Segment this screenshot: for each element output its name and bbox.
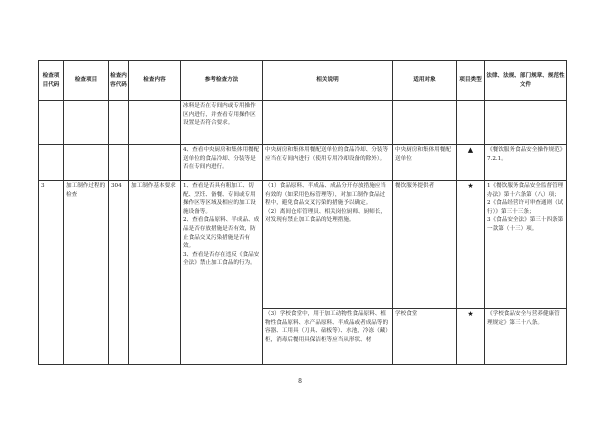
note-cell: 中央厨房和集体用餐配送单位的食品冷却、分装等应当在专间内进行（使用专用冷却设备的除外）。 <box>263 145 393 181</box>
type-cell: ★ <box>457 181 485 309</box>
header-type: 项目类型 <box>457 61 485 101</box>
note-cell: （1）食品原料、半成品、成品分开存放措施应当有效的（如采用色标管理等），对加工制作食品过程中，避免食品交叉污染的措施予以确定。 （2）离间仓库管理员、相关岗位厨师、厨师长，对发现有禁止加工食品的处理措施。 <box>263 181 393 309</box>
header-law: 法律、法规、部门规章、规范性文件 <box>485 61 567 101</box>
note-cell: （3）学校食堂中，用于加工动物性食品原料、植物性食品原料、水产品原料、半成品或者成品等的容器、工用具（刀具、砧板等）、水池，冷冻（藏）柜，消毒后餐用具保洁柜等应当从形状、材 <box>263 309 393 365</box>
law-cell: 1《餐饮服务食品安全监督管理办法》第十六条第（八）项； 2《食品经营许可审查通则（试行）》第三十三条； 3《食品安全法》第三十四条第一款第（十三）项。 <box>485 181 567 309</box>
inspection-table <box>38 60 567 365</box>
note-cell <box>263 101 393 145</box>
table-row <box>39 181 567 309</box>
header-target: 适用对象 <box>393 61 457 101</box>
type-cell: ★ <box>457 309 485 365</box>
target-cell: 餐饮服务提供者 <box>393 181 457 309</box>
method-cell: 冰料是否在专间内或专用操作区内进行，并查看专用操作区设置是否符合要求。 <box>181 101 263 145</box>
header-content: 检查内容 <box>129 61 181 101</box>
target-cell: 学校食堂 <box>393 309 457 365</box>
item-code-cell: 3 <box>39 181 64 365</box>
law-cell: 《餐饮服务食品安全操作规范》7.2.1。 <box>485 145 567 181</box>
header-note: 相关说明 <box>263 61 393 101</box>
type-cell: ▲ <box>457 145 485 181</box>
table-row <box>39 101 567 145</box>
law-cell: 《学校食品安全与营养健康管理规定》第三十八条。 <box>485 309 567 365</box>
item-cell: 加工制作过程的检查 <box>64 181 109 365</box>
target-cell <box>393 101 457 145</box>
content-code-cell: 304 <box>109 181 129 365</box>
header-item: 检查项目 <box>64 61 109 101</box>
method-cell: 4、查看中央厨房和集体用餐配送单位的食品冷却、分装等是否在专间内进行。 <box>181 145 263 181</box>
header-item-code: 检查项目代码 <box>39 61 64 101</box>
header-method: 参考检查方法 <box>181 61 263 101</box>
page-number: 8 <box>298 378 302 385</box>
header-content-code: 检查内容代码 <box>109 61 129 101</box>
table-row <box>39 145 567 181</box>
content-cell: 加工制作基本要求 <box>129 181 181 365</box>
method-cell: 1、查看是否具有粗加工、切配、烹饪、备餐、专间或专用操作区等区域及相应的加工设施设备等。 2、查看食品原料、半成品、成品是否存放措施是否有效，防止食品交叉污染措施是否有效。 3、查看是否存在违反《食品安全法》禁止加工食品的行为。 <box>181 181 263 365</box>
law-cell <box>485 101 567 145</box>
header-row <box>39 61 567 101</box>
target-cell: 中央厨房和集体用餐配送单位 <box>393 145 457 181</box>
type-cell <box>457 101 485 145</box>
